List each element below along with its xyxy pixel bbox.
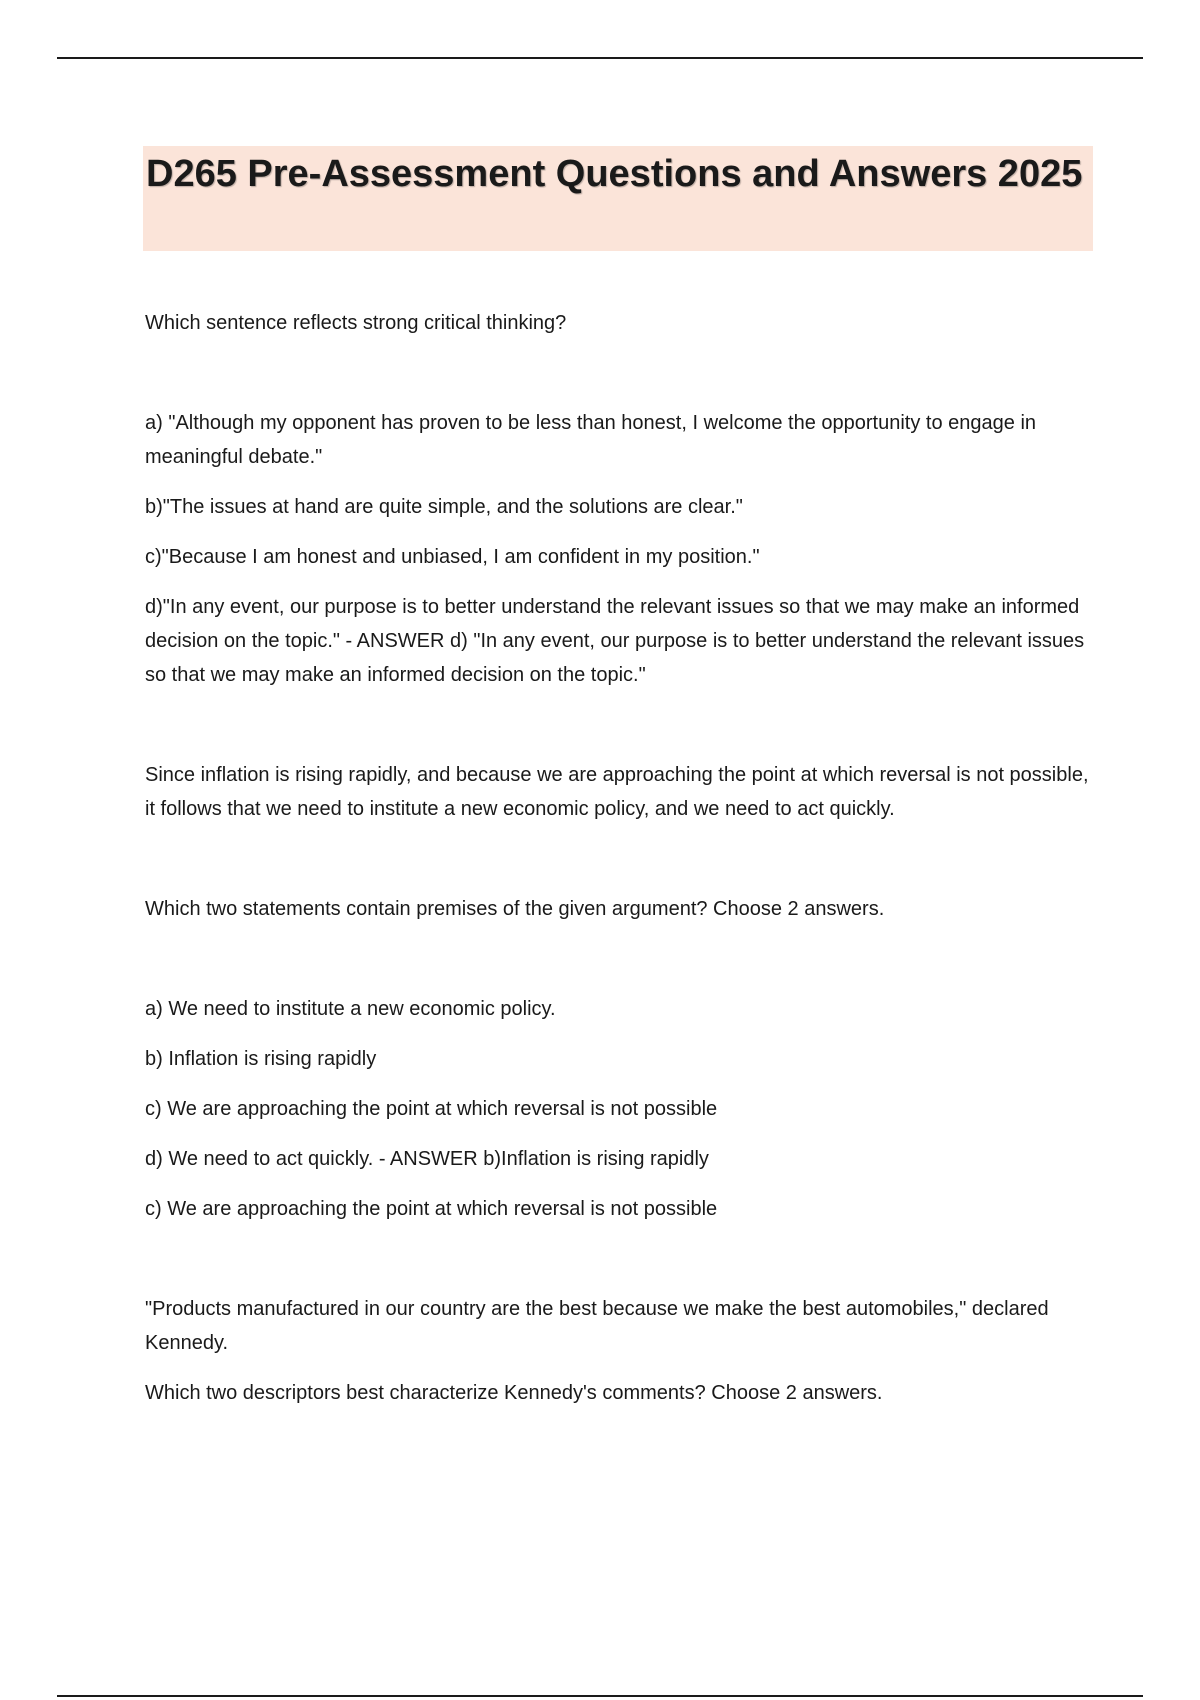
question-1: Which sentence reflects strong critical thinking? — [145, 312, 567, 334]
spacer — [145, 340, 1095, 406]
question-3: Which two descriptors best characterize Kennedy's comments? Choose 2 answers. — [145, 1382, 883, 1404]
spacer — [145, 1076, 1095, 1092]
spacer — [145, 1226, 1095, 1292]
spacer — [145, 692, 1095, 758]
top-rule — [57, 57, 1143, 59]
document-title: D265 Pre-Assessment Questions and Answers 2025 — [146, 153, 1083, 195]
spacer — [145, 826, 1095, 892]
q2-option-b: b) Inflation is rising rapidly — [145, 1048, 377, 1070]
bottom-rule — [57, 1695, 1143, 1697]
title-highlight — [143, 146, 1093, 251]
q1-option-b: b)"The issues at hand are quite simple, and the solutions are clear." — [145, 496, 743, 518]
spacer — [145, 1126, 1095, 1142]
spacer — [145, 1026, 1095, 1042]
spacer — [145, 574, 1095, 590]
q2-option-c: c) We are approaching the point at which reversal is not possible — [145, 1098, 718, 1120]
question-2: Which two statements contain premises of the given argument? Choose 2 answers. — [145, 898, 885, 920]
spacer — [145, 1360, 1095, 1376]
q2-option-a: a) We need to institute a new economic policy. — [145, 998, 556, 1020]
document-body — [145, 306, 1095, 1410]
q1-option-a: a) "Although my opponent has proven to be less than honest, I welcome the opportunity to engage in meaningful debate." — [145, 412, 1037, 468]
q2-answer-c: c) We are approaching the point at which reversal is not possible — [145, 1198, 718, 1220]
q2-option-d-answer: d) We need to act quickly. - ANSWER b)Inflation is rising rapidly — [145, 1148, 709, 1170]
q1-option-c: c)"Because I am honest and unbiased, I am confident in my position." — [145, 546, 760, 568]
spacer — [145, 1176, 1095, 1192]
spacer — [145, 524, 1095, 540]
q1-option-d-answer: d)"In any event, our purpose is to better understand the relevant issues so that we may make an informed decision on the topic." - ANSWER d) "In any event, our purpose is to better understand the relevant issues so that we may make an informed decision on the topic." — [145, 596, 1085, 686]
q2-argument: Since inflation is rising rapidly, and because we are approaching the point at which reversal is not possible, it follows that we need to institute a new economic policy, and we need to act quickly. — [145, 764, 1089, 820]
q3-quote: "Products manufactured in our country are the best because we make the best automobiles," declared Kennedy. — [145, 1298, 1049, 1354]
spacer — [145, 474, 1095, 490]
spacer — [145, 926, 1095, 992]
